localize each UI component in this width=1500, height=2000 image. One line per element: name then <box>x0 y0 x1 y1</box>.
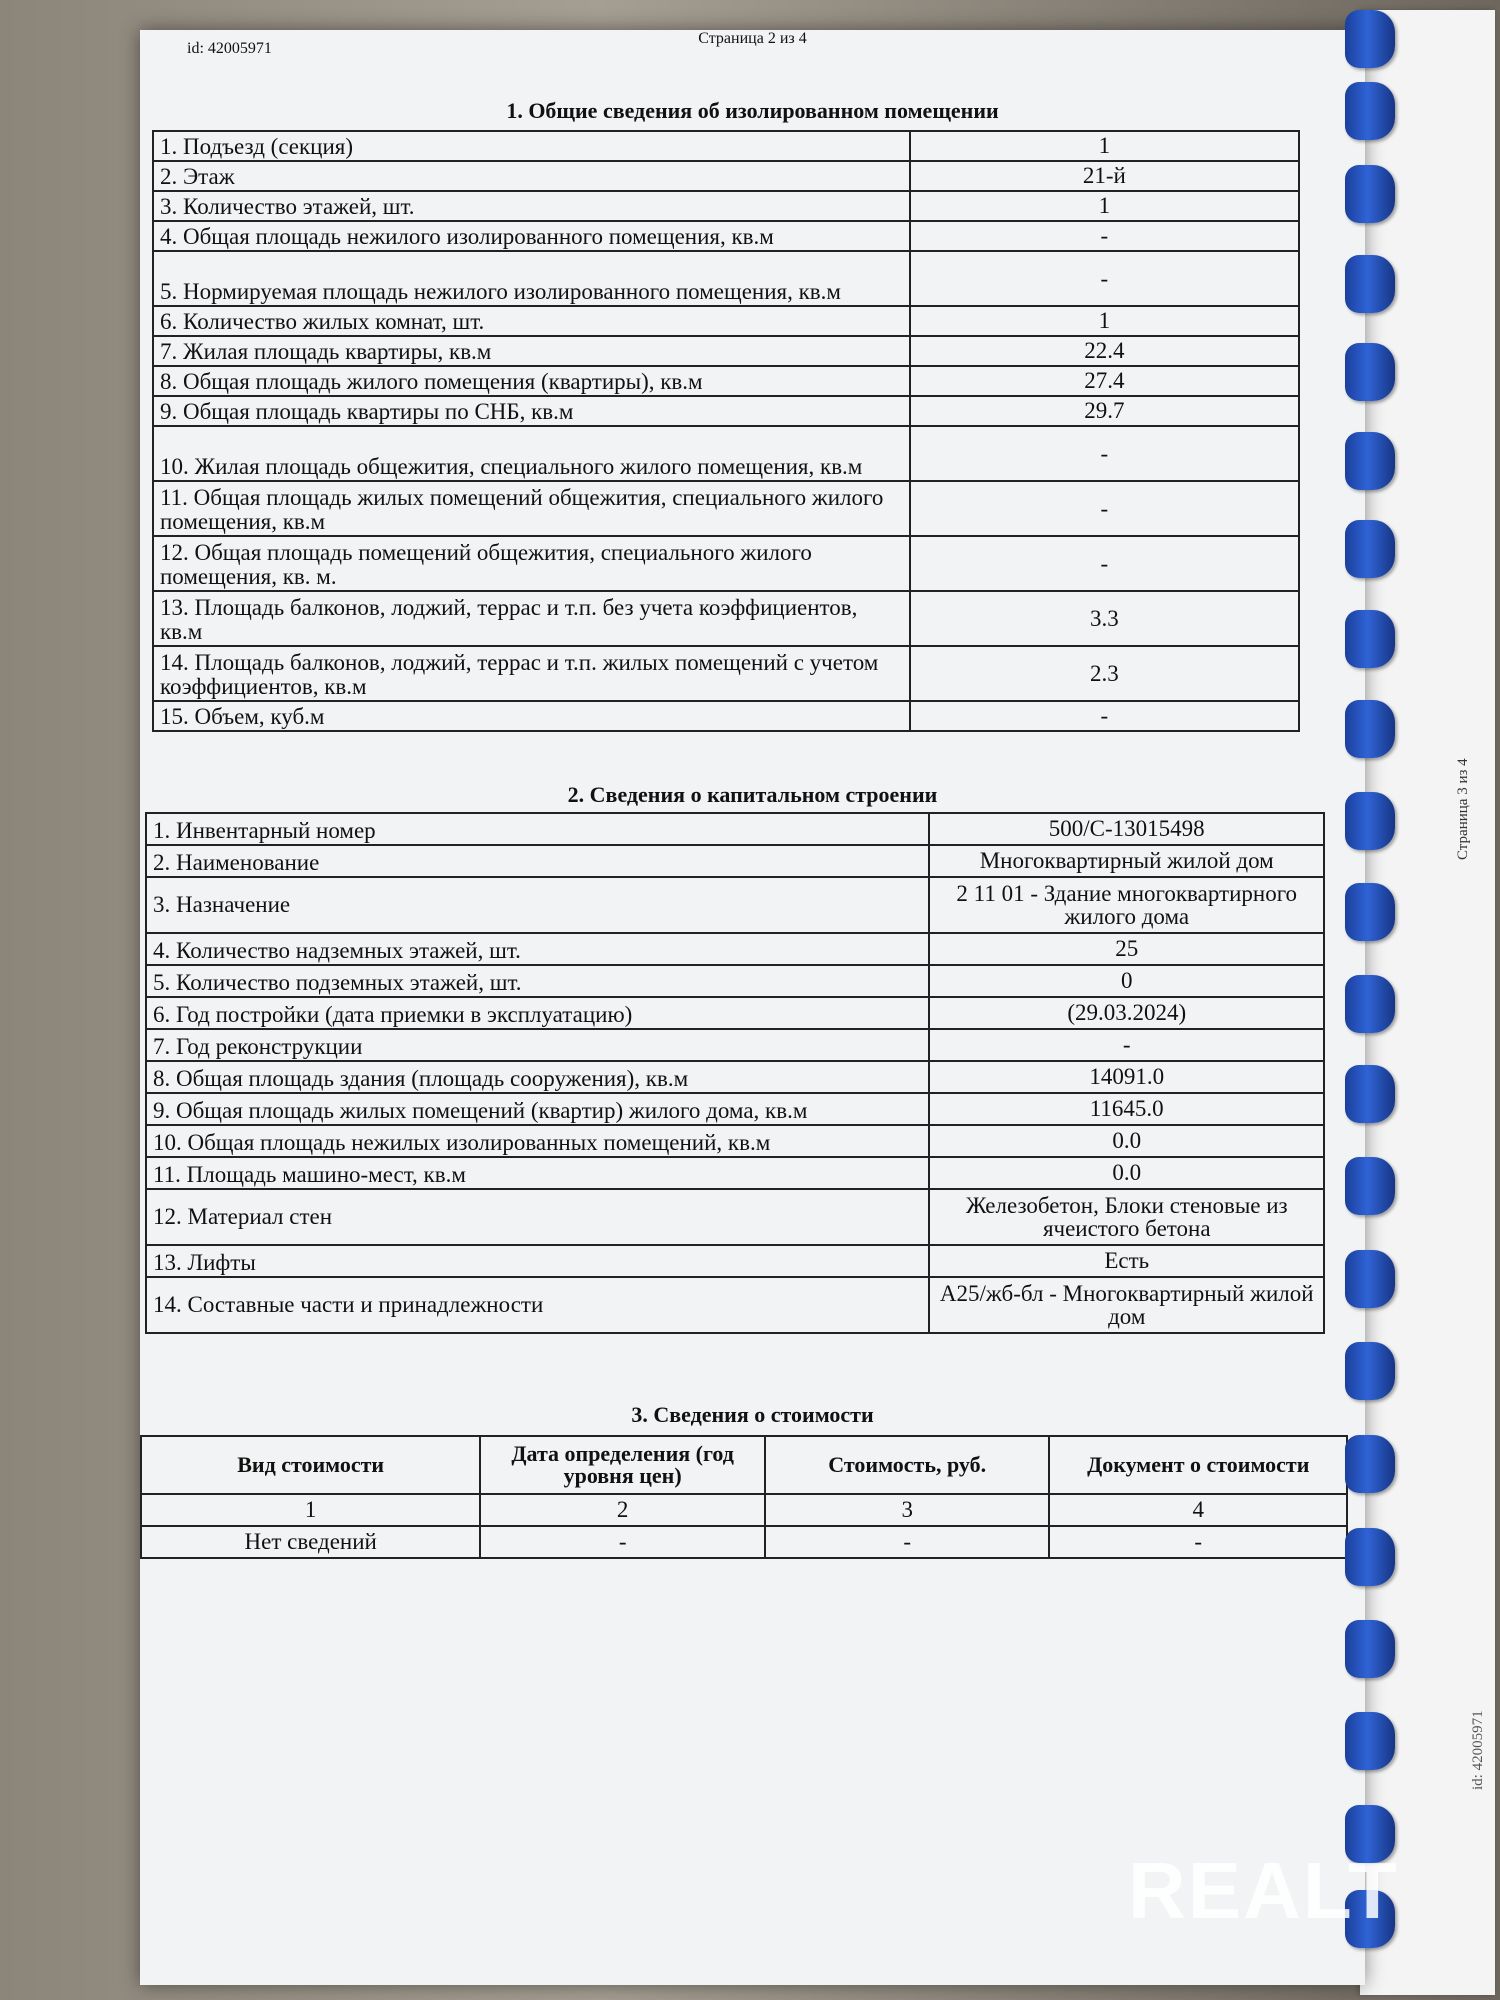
table-cell: 2. Этаж <box>153 161 910 191</box>
next-page-number: Страница 3 из 4 <box>1455 758 1471 860</box>
binding-coil <box>1345 1065 1395 1123</box>
table-cell: 0.0 <box>929 1125 1324 1157</box>
table-cell: 4 <box>1049 1494 1347 1526</box>
table-cell: - <box>910 481 1299 536</box>
binding-coil <box>1345 520 1395 578</box>
table-cell: 9. Общая площадь квартиры по СНБ, кв.м <box>153 396 910 426</box>
binding-coil <box>1345 975 1395 1033</box>
table-cell: 3. Количество этажей, шт. <box>153 191 910 221</box>
table-cell: 27.4 <box>910 366 1299 396</box>
table-cell: Нет сведений <box>141 1526 480 1558</box>
document-page <box>140 30 1365 1985</box>
table-cell: 1 <box>910 131 1299 161</box>
table-cell: - <box>910 221 1299 251</box>
table-cell: 29.7 <box>910 396 1299 426</box>
binding-coil <box>1345 255 1395 313</box>
table-cell: 7. Год реконструкции <box>146 1029 929 1061</box>
table-cell: 25 <box>929 933 1324 965</box>
table-cell: Есть <box>929 1245 1324 1277</box>
document-id: id: 42005971 <box>187 40 272 57</box>
table-cell: 13. Площадь балконов, лоджий, террас и т.п. без учета коэффициентов, кв.м <box>153 591 910 646</box>
table-header: Документ о стоимости <box>1049 1436 1347 1494</box>
binding-coil <box>1345 1250 1395 1308</box>
binding-coil <box>1345 343 1395 401</box>
page-number: Страница 2 из 4 <box>698 30 807 47</box>
binding-coil <box>1345 1157 1395 1215</box>
section-3-table <box>140 1435 1348 1559</box>
binding-coil <box>1345 432 1395 490</box>
table-cell: Железобетон, Блоки стеновые из ячеистого бетона <box>929 1189 1324 1245</box>
table-cell: 13. Лифты <box>146 1245 929 1277</box>
table-cell: 21-й <box>910 161 1299 191</box>
table-cell: 11. Общая площадь жилых помещений общежития, специального жилого помещения, кв.м <box>153 481 910 536</box>
table-cell: 1. Подъезд (секция) <box>153 131 910 161</box>
table-cell: 15. Объем, куб.м <box>153 701 910 731</box>
table-cell: - <box>480 1526 765 1558</box>
table-cell: Многоквартирный жилой дом <box>929 845 1324 877</box>
table-cell: 5. Количество подземных этажей, шт. <box>146 965 929 997</box>
table-header: Вид стоимости <box>141 1436 480 1494</box>
section-1-table <box>152 130 1300 732</box>
table-cell: - <box>910 426 1299 481</box>
table-cell: 2.3 <box>910 646 1299 701</box>
table-cell: 7. Жилая площадь квартиры, кв.м <box>153 336 910 366</box>
table-cell: 10. Общая площадь нежилых изолированных помещений, кв.м <box>146 1125 929 1157</box>
binding-coil <box>1345 700 1395 758</box>
binding-coil <box>1345 883 1395 941</box>
table-cell: 1. Инвентарный номер <box>146 813 929 845</box>
table-cell: - <box>1049 1526 1347 1558</box>
binding-spine <box>1345 0 1400 2000</box>
table-cell: 12. Материал стен <box>146 1189 929 1245</box>
table-header: Дата определения (год уровня цен) <box>480 1436 765 1494</box>
table-cell: 8. Общая площадь здания (площадь сооружения), кв.м <box>146 1061 929 1093</box>
table-cell: (29.03.2024) <box>929 997 1324 1029</box>
table-cell: 2 11 01 - Здание многоквартирного жилого дома <box>929 877 1324 933</box>
binding-coil <box>1345 1435 1395 1493</box>
table-cell: - <box>910 536 1299 591</box>
binding-coil <box>1345 610 1395 668</box>
table-cell: 4. Общая площадь нежилого изолированного помещения, кв.м <box>153 221 910 251</box>
table-cell: 2 <box>480 1494 765 1526</box>
table-cell: - <box>765 1526 1050 1558</box>
section-3-title: 3. Сведения о стоимости <box>631 1402 874 1427</box>
binding-coil <box>1345 1712 1395 1770</box>
section-1-title: 1. Общие сведения об изолированном помещении <box>506 98 999 123</box>
table-cell: 3. Назначение <box>146 877 929 933</box>
binding-coil <box>1345 1342 1395 1400</box>
table-cell: 6. Количество жилых комнат, шт. <box>153 306 910 336</box>
table-cell: - <box>910 251 1299 306</box>
table-cell: 10. Жилая площадь общежития, специального жилого помещения, кв.м <box>153 426 910 481</box>
table-cell: 9. Общая площадь жилых помещений (квартир) жилого дома, кв.м <box>146 1093 929 1125</box>
table-cell: 12. Общая площадь помещений общежития, специального жилого помещения, кв. м. <box>153 536 910 591</box>
table-cell: 0.0 <box>929 1157 1324 1189</box>
binding-coil <box>1345 1620 1395 1678</box>
binding-coil <box>1345 82 1395 140</box>
table-cell: 0 <box>929 965 1324 997</box>
table-cell: 14. Составные части и принадлежности <box>146 1277 929 1333</box>
section-2-table <box>145 812 1325 1334</box>
binding-coil <box>1345 10 1395 68</box>
table-cell: 22.4 <box>910 336 1299 366</box>
table-cell: 14. Площадь балконов, лоджий, террас и т.п. жилых помещений с учетом коэффициентов, кв.м <box>153 646 910 701</box>
table-cell: 3.3 <box>910 591 1299 646</box>
table-cell: 1 <box>141 1494 480 1526</box>
table-cell: - <box>929 1029 1324 1061</box>
watermark-logo: REALT <box>1128 1846 1399 1935</box>
next-page-id: id: 42005971 <box>1470 1710 1486 1790</box>
table-cell: 4. Количество надземных этажей, шт. <box>146 933 929 965</box>
section-2-title: 2. Сведения о капитальном строении <box>567 782 938 807</box>
table-cell: 8. Общая площадь жилого помещения (квартиры), кв.м <box>153 366 910 396</box>
table-cell: 3 <box>765 1494 1050 1526</box>
binding-coil <box>1345 792 1395 850</box>
table-cell: 1 <box>910 306 1299 336</box>
table-cell: 14091.0 <box>929 1061 1324 1093</box>
table-cell: - <box>910 701 1299 731</box>
table-cell: 6. Год постройки (дата приемки в эксплуатацию) <box>146 997 929 1029</box>
binding-coil <box>1345 165 1395 223</box>
table-cell: 11. Площадь машино-мест, кв.м <box>146 1157 929 1189</box>
table-cell: А25/жб-бл - Многоквартирный жилой дом <box>929 1277 1324 1333</box>
table-cell: 5. Нормируемая площадь нежилого изолированного помещения, кв.м <box>153 251 910 306</box>
table-header: Стоимость, руб. <box>765 1436 1050 1494</box>
table-cell: 11645.0 <box>929 1093 1324 1125</box>
table-cell: 1 <box>910 191 1299 221</box>
table-cell: 2. Наименование <box>146 845 929 877</box>
binding-coil <box>1345 1528 1395 1586</box>
table-cell: 500/С-13015498 <box>929 813 1324 845</box>
